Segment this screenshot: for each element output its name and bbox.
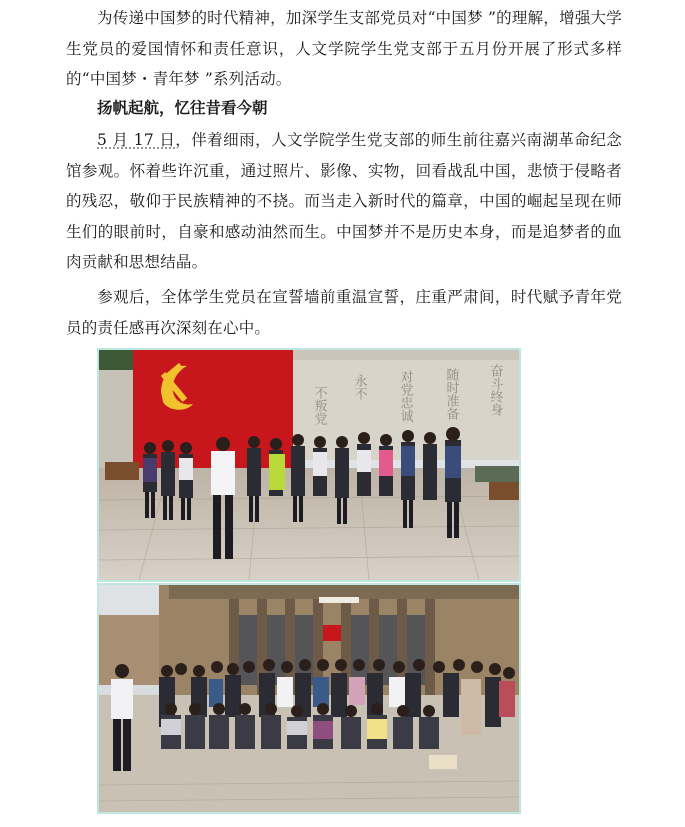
tree-foliage	[99, 350, 133, 372]
visit-date: 5 月 17 日	[97, 131, 176, 149]
intro-paragraph	[66, 3, 622, 95]
flower-planter	[105, 462, 139, 480]
visit-paragraph	[66, 125, 622, 278]
oath-wall-scene	[99, 350, 519, 580]
museum-group-photo	[97, 583, 521, 814]
intro-text: 为传递中国梦的时代精神，加深学生支部党员对“中国梦 ”的理解，增强大学生党员的爱国情怀和责任意识，人文学院学生党支部于五月份开展了形式多样的“中国梦・青年梦 ”系列活动。	[66, 9, 622, 88]
party-emblem-sign	[323, 625, 341, 641]
after-visit-paragraph	[66, 282, 622, 343]
oath-wall-group-photo	[97, 348, 521, 582]
teacher-figure	[111, 679, 133, 719]
svg-text:不叛党: 不叛党	[311, 386, 327, 425]
svg-text:随时准备: 随时准备	[443, 368, 459, 420]
svg-text:永不: 永不	[351, 374, 367, 400]
svg-text:对党忠诚: 对党忠诚	[397, 370, 413, 422]
bag	[429, 755, 457, 769]
side-building	[99, 615, 159, 685]
visit-body-text: ，伴着细雨，人文学院学生党支部的师生前往嘉兴南湖革命纪念馆参观。怀着些许沉重，通过照片、影像、实物，回看战乱中国，悲愤于侵略者的残忍，敬仰于民族精神的不挠。而当走入新时代的篇章，中国的崛起呈现在师生们的眼前时，自豪和感动油然而生。中国梦并不是历史本身，而是追梦者的血肉贡献和思想结晶。	[66, 131, 623, 271]
section-heading: 扬帆起航，忆往昔看今朝	[97, 99, 268, 117]
museum-scene	[99, 585, 519, 812]
svg-text:奋斗终身: 奋斗终身	[487, 364, 503, 416]
hall-name-plaque	[319, 597, 359, 603]
after-visit-text: 参观后，全体学生党员在宣誓墙前重温宣誓，庄重严肃间，时代赋予青年党员的责任感再次深刻在心中。	[66, 288, 622, 337]
